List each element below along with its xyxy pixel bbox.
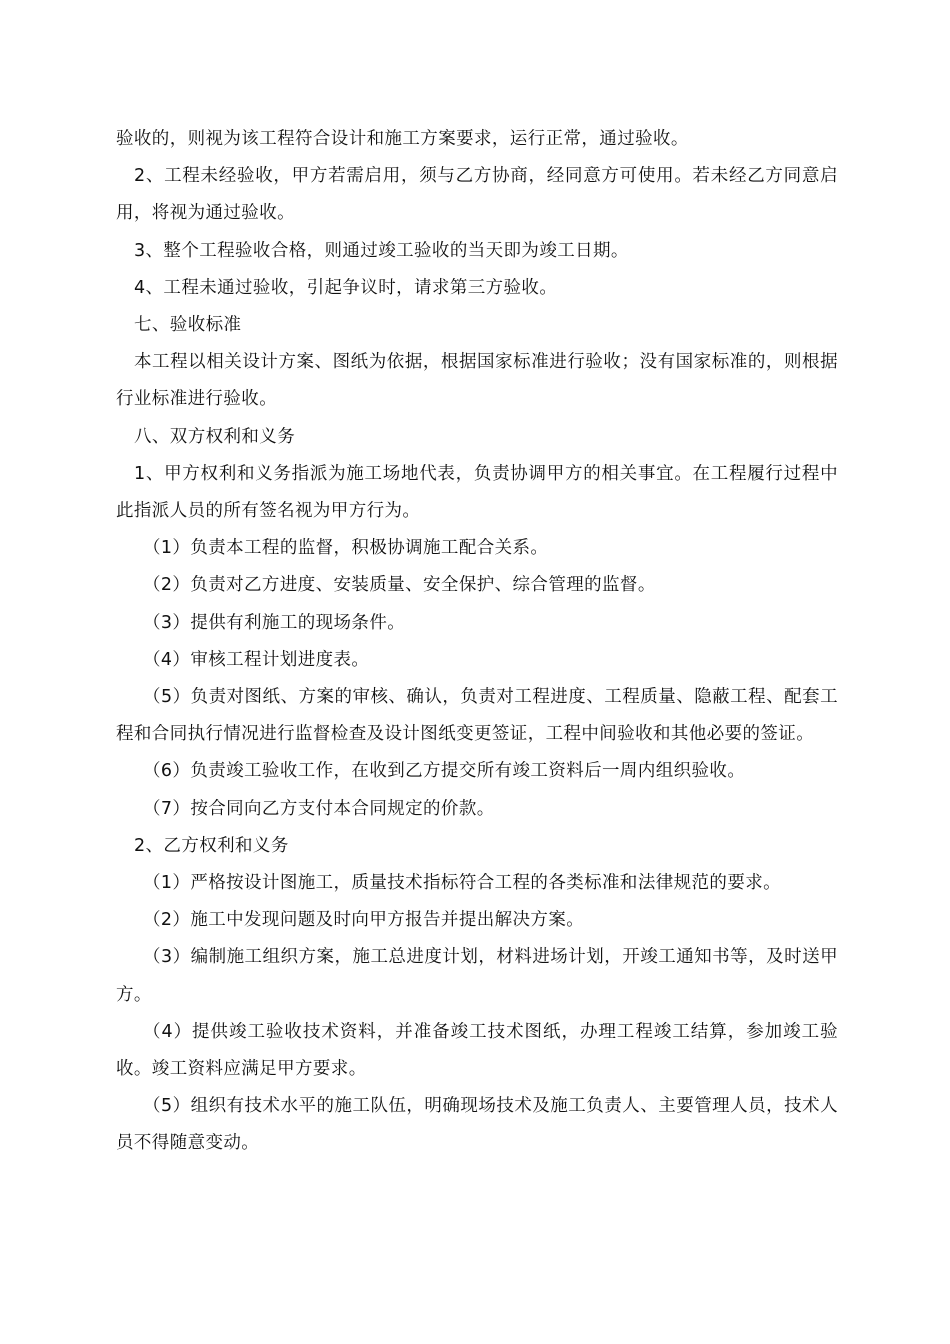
- paragraph: 七、验收标准: [134, 315, 242, 336]
- paragraph: 4、工程未通过验收，引起争议时，请求第三方验收。: [134, 277, 558, 298]
- paragraph: （5）组织有技术水平的施工队伍，明确现场技术及施工负责人、主要管理人员，技术人员不得随意变动。: [116, 1096, 838, 1154]
- paragraph: 本工程以相关设计方案、图纸为依据，根据国家标准进行验收；没有国家标准的，则根据行业标准进行验收。: [116, 352, 838, 410]
- paragraph: （5）负责对图纸、方案的审核、确认，负责对工程进度、工程质量、隐蔽工程、配套工程和合同执行情况进行监督检查及设计图纸变更签证，工程中间验收和其他必要的签证。: [116, 687, 838, 745]
- paragraph: （3）提供有利施工的现场条件。: [143, 612, 406, 633]
- paragraph: （4）提供竣工验收技术资料，并准备竣工技术图纸，办理工程竣工结算，参加竣工验收。竣工资料应满足甲方要求。: [116, 1021, 838, 1080]
- paragraph: （3）编制施工组织方案，施工总进度计划，材料进场计划，开竣工通知书等，及时送甲方。: [116, 947, 838, 1005]
- paragraph: （1）严格按设计图施工，质量技术指标符合工程的各类标准和法律规范的要求。: [143, 873, 782, 894]
- paragraph: （1）负责本工程的监督，积极协调施工配合关系。: [143, 538, 549, 559]
- document-body: [116, 121, 838, 1163]
- paragraph: 3、整个工程验收合格，则通过竣工验收的当天即为竣工日期。: [134, 240, 629, 261]
- paragraph: 验收的，则视为该工程符合设计和施工方案要求，运行正常，通过验收。: [116, 129, 689, 149]
- paragraph: （6）负责竣工验收工作，在收到乙方提交所有竣工资料后一周内组织验收。: [143, 761, 746, 782]
- paragraph: 2、工程未经验收，甲方若需启用，须与乙方协商，经同意方可使用。若未经乙方同意启用，将视为通过验收。: [116, 166, 838, 224]
- paragraph: 八、双方权利和义务: [134, 426, 296, 447]
- paragraph: （7）按合同向乙方支付本合同规定的价款。: [143, 798, 495, 819]
- paragraph: （2）施工中发现问题及时向甲方报告并提出解决方案。: [143, 910, 585, 931]
- paragraph: （2）负责对乙方进度、安装质量、安全保护、综合管理的监督。: [143, 575, 656, 596]
- paragraph: 1、甲方权利和义务指派为施工场地代表，负责协调甲方的相关事宜。在工程履行过程中此指派人员的所有签名视为甲方行为。: [116, 463, 838, 522]
- paragraph: 2、乙方权利和义务: [134, 835, 289, 856]
- paragraph: （4）审核工程计划进度表。: [143, 649, 370, 670]
